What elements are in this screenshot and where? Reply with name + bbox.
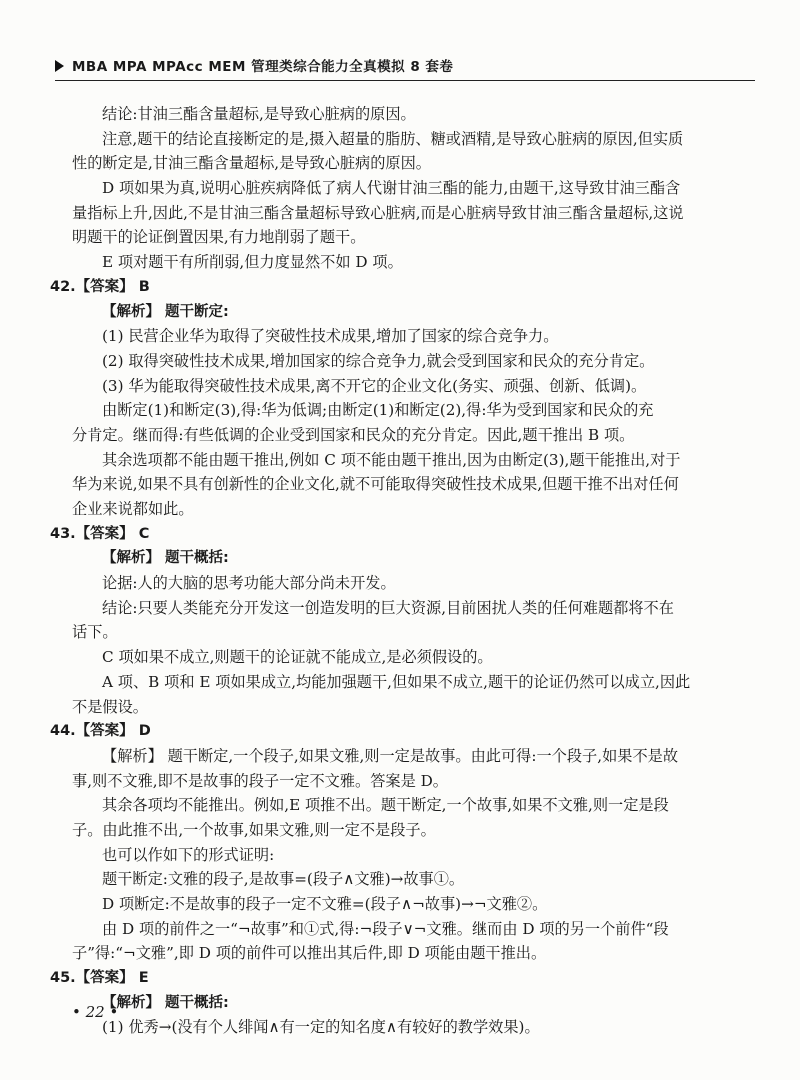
text-line: 不是假设。 <box>72 697 148 716</box>
text-line: 注意,题干的结论直接断定的是,摄入超量的脂肪、糖或酒精,是导致心脏病的原因,但实质 <box>102 129 684 148</box>
text-line: 话下。 <box>72 623 118 642</box>
header-title: MBA MPA MPAcc MEM 管理类综合能力全真模拟 8 套卷 <box>72 59 454 75</box>
text-line: 42.【答案】 B <box>50 278 150 295</box>
text-line: 性的断定是,甘油三酯含量超标,是导致心脏病的原因。 <box>72 154 431 173</box>
text-line: A 项、B 项和 E 项如果成立,均能加强题干,但如果不成立,题干的论证仍然可以成立,因此 <box>102 672 691 691</box>
running-header <box>55 55 755 75</box>
text-line: 结论:甘油三酯含量超标,是导致心脏病的原因。 <box>102 105 416 123</box>
text-line: 量指标上升,因此,不是甘油三酯含量超标导致心脏病,而是心脏病导致甘油三酯含量超标,这说 <box>72 203 684 222</box>
text-line: C 项如果不成立,则题干的论证就不能成立,是必须假设的。 <box>102 648 493 667</box>
text-line: (2) 取得突破性技术成果,增加国家的综合竞争力,就会受到国家和民众的充分肯定。 <box>102 351 655 370</box>
text-line: 论据:人的大脑的思考功能大部分尚未开发。 <box>102 574 396 593</box>
text-line: 事,则不文雅,即不是故事的段子一定不文雅。答案是 D。 <box>72 771 448 790</box>
text-line: 其余选项都不能由题干推出,例如 C 项不能由题干推出,因为由断定(3),题干能推出,对于 <box>102 450 681 469</box>
text-line: 明题干的论证倒置因果,有力地削弱了题干。 <box>72 228 366 247</box>
text-line: 44.【答案】 D <box>50 723 151 740</box>
text-line: 分肯定。继而得:有些低调的企业受到国家和民众的充分肯定。因此,题干推出 B 项。 <box>72 425 635 444</box>
text-line: 由断定(1)和断定(3),得:华为低调;由断定(1)和断定(2),得:华为受到国家和民众的充 <box>102 401 654 420</box>
text-line: 43.【答案】 C <box>50 525 150 542</box>
text-line: E 项对题干有所削弱,但力度显然不如 D 项。 <box>102 253 403 272</box>
text-line: 题干断定:文雅的段子,是故事=(段子∧文雅)→故事①。 <box>102 870 465 889</box>
text-line: (1) 优秀→(没有个人绯闻∧有一定的知名度∧有较好的教学效果)。 <box>102 1018 540 1037</box>
text-line: D 项断定:不是故事的段子一定不文雅=(段子∧¬故事)→¬文雅②。 <box>102 895 548 913</box>
triangle-marker-icon <box>55 60 64 72</box>
page-body <box>50 102 748 1040</box>
page-number: • 22 • <box>72 1003 119 1021</box>
text-line: 其余各项均不能推出。例如,E 项推不出。题干断定,一个故事,如果不文雅,则一定是段 <box>102 796 669 815</box>
header-rule <box>55 80 755 81</box>
text-line: 【解析】 题干概括: <box>102 550 229 567</box>
text-line: 也可以作如下的形式证明: <box>102 845 275 864</box>
text-line: 【解析】 题干断定: <box>102 303 229 320</box>
text-line: 子”得:“¬文雅”,即 D 项的前件可以推出其后件,即 D 项能由题干推出。 <box>72 944 547 963</box>
text-line: 【解析】 题干断定,一个段子,如果文雅,则一定是故事。由此可得:一个段子,如果不是故 <box>102 746 679 765</box>
text-line: (1) 民营企业华为取得了突破性技术成果,增加了国家的综合竞争力。 <box>102 327 559 346</box>
text-line: 【解析】 题干概括: <box>102 994 229 1011</box>
text-line: 由 D 项的前件之一“¬故事”和①式,得:¬段子∨¬文雅。继而由 D 项的另一个前件“段 <box>102 919 669 938</box>
text-line: 45.【答案】 E <box>50 970 149 987</box>
text-line: 子。由此推不出,一个故事,如果文雅,则一定不是段子。 <box>72 820 436 839</box>
text-line: 企业来说都如此。 <box>72 500 194 518</box>
text-line: 华为来说,如果不具有创新性的企业文化,就不可能取得突破性技术成果,但题干推不出对任何 <box>72 475 679 494</box>
text-line: 结论:只要人类能充分开发这一创造发明的巨大资源,目前困扰人类的任何难题都将不在 <box>102 598 674 617</box>
text-line: D 项如果为真,说明心脏疾病降低了病人代谢甘油三酯的能力,由题干,这导致甘油三酯含 <box>102 179 681 198</box>
text-line: (3) 华为能取得突破性技术成果,离不开它的企业文化(务实、顽强、创新、低调)。 <box>102 376 647 395</box>
